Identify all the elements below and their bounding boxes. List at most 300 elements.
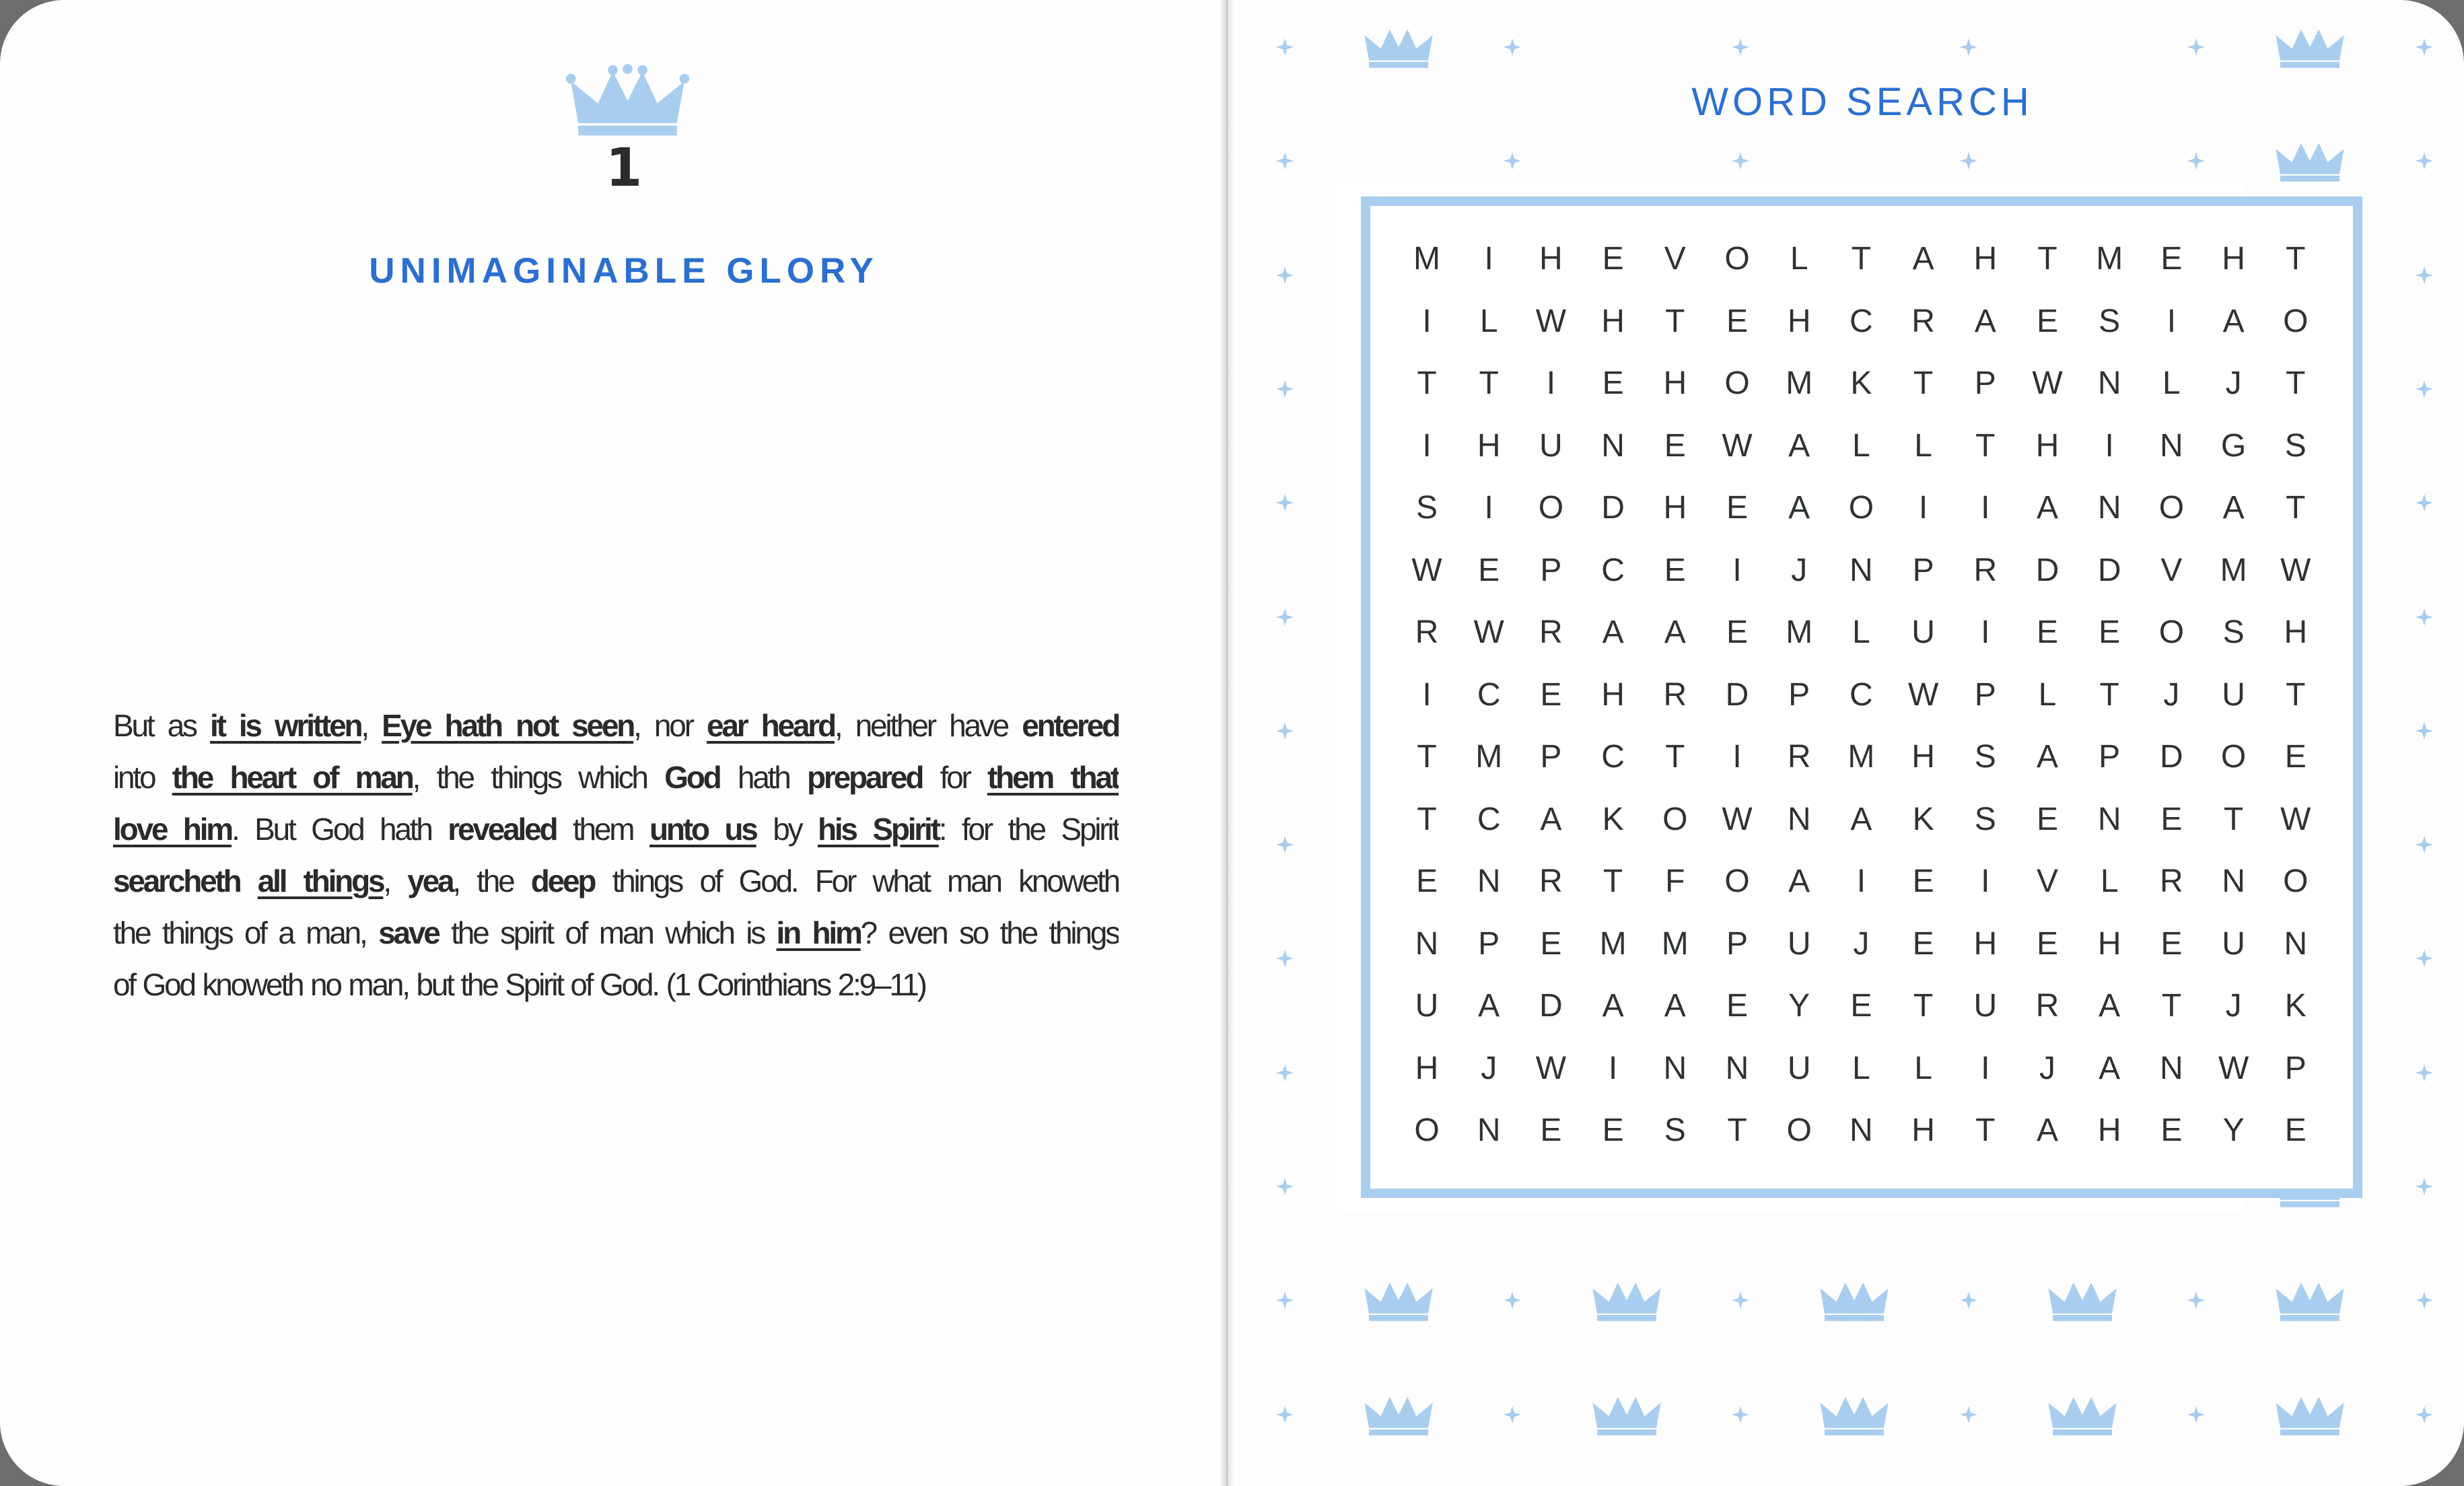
grid-letter[interactable]: A bbox=[1540, 801, 1562, 837]
grid-letter[interactable]: S bbox=[1974, 739, 1996, 775]
plus-dot-icon bbox=[2186, 1405, 2206, 1425]
grid-letter[interactable]: O bbox=[1724, 241, 1750, 277]
grid-letter[interactable]: M bbox=[2220, 552, 2247, 588]
grid-letter[interactable]: R bbox=[1911, 303, 1935, 339]
grid-letter[interactable]: H bbox=[2222, 241, 2245, 277]
grid-letter[interactable]: W bbox=[1473, 614, 1504, 650]
grid-letter[interactable]: O bbox=[1848, 490, 1874, 526]
grid-letter[interactable]: L bbox=[2038, 676, 2057, 713]
grid-letter[interactable]: T bbox=[1603, 863, 1623, 899]
grid-letter[interactable]: H bbox=[2097, 925, 2121, 962]
grid-letter[interactable]: Y bbox=[1788, 988, 1810, 1024]
grid-letter[interactable]: R bbox=[1539, 863, 1563, 899]
grid-letter[interactable]: D bbox=[2160, 739, 2183, 775]
grid-letter[interactable]: E bbox=[1602, 1112, 1624, 1148]
grid-letter[interactable]: C bbox=[1477, 676, 1501, 713]
emphasized-phrase: ear heard bbox=[706, 708, 835, 743]
grid-letter[interactable]: H bbox=[1911, 739, 1935, 775]
plus-dot-icon bbox=[1730, 1405, 1751, 1425]
grid-letter[interactable]: N bbox=[2284, 925, 2308, 962]
plus-dot-icon bbox=[2414, 1063, 2434, 1083]
grid-letter[interactable]: E bbox=[2284, 739, 2307, 775]
word-search-grid bbox=[1361, 197, 2362, 1198]
grid-letter[interactable]: I bbox=[1732, 552, 1742, 588]
grid-letter[interactable]: T bbox=[1975, 427, 1996, 464]
grid-letter[interactable]: U bbox=[1787, 925, 1811, 962]
grid-letter[interactable]: P bbox=[2099, 739, 2121, 775]
grid-letter[interactable]: S bbox=[1664, 1112, 1686, 1148]
grid-letter[interactable]: W bbox=[1535, 1050, 1567, 1086]
grid-letter[interactable]: H bbox=[1973, 925, 1998, 962]
grid-letter[interactable]: L bbox=[2162, 365, 2181, 401]
grid-letter[interactable]: H bbox=[1539, 241, 1563, 277]
grid-letter[interactable]: M bbox=[1786, 365, 1813, 401]
grid-letter[interactable]: C bbox=[1601, 739, 1625, 775]
emphasized-phrase: Eye hath not seen bbox=[382, 708, 634, 743]
bold-word: God bbox=[664, 760, 720, 795]
grid-letter[interactable]: T bbox=[2099, 676, 2119, 713]
plus-dot-icon bbox=[1730, 151, 1751, 171]
crown-icon bbox=[2045, 1392, 2119, 1440]
grid-letter[interactable]: L bbox=[1790, 241, 1808, 277]
grid-letter[interactable]: W bbox=[1535, 303, 1567, 339]
grid-letter[interactable]: H bbox=[1601, 303, 1625, 339]
verse-text: into bbox=[113, 760, 172, 795]
grid-letter[interactable]: A bbox=[1664, 614, 1686, 650]
grid-letter[interactable]: O bbox=[1786, 1112, 1812, 1148]
grid-letter[interactable]: E bbox=[1664, 552, 1686, 588]
grid-letter[interactable]: T bbox=[1479, 365, 1499, 401]
grid-letter[interactable]: E bbox=[1912, 863, 1934, 899]
grid-letter[interactable]: O bbox=[2283, 303, 2309, 339]
verse-text: , nor bbox=[633, 708, 707, 743]
crown-icon bbox=[2045, 1278, 2119, 1326]
grid-letter[interactable]: T bbox=[1417, 801, 1437, 837]
grid-letter[interactable]: H bbox=[1477, 427, 1501, 464]
grid-letter[interactable]: L bbox=[1914, 1050, 1932, 1086]
grid-letter[interactable]: A bbox=[1912, 241, 1934, 277]
plus-dot-icon bbox=[2186, 151, 2206, 171]
grid-letter[interactable]: Y bbox=[2222, 1112, 2245, 1148]
plus-dot-icon bbox=[2414, 37, 2434, 57]
grid-letter[interactable]: N bbox=[1850, 552, 1873, 588]
grid-letter[interactable]: I bbox=[1918, 490, 1928, 526]
verse-line bbox=[113, 700, 1119, 752]
grid-letter[interactable]: E bbox=[2284, 1112, 2307, 1148]
grid-letter[interactable]: U bbox=[2222, 676, 2245, 713]
verse-text: , the things which bbox=[412, 760, 665, 795]
grid-letter[interactable]: H bbox=[1415, 1050, 1439, 1086]
grid-letter[interactable]: N bbox=[1601, 427, 1625, 464]
grid-letter[interactable]: T bbox=[1417, 739, 1437, 775]
grid-letter[interactable]: O bbox=[1662, 801, 1688, 837]
grid-letter[interactable]: S bbox=[1974, 801, 1996, 837]
crown-icon bbox=[2273, 139, 2347, 186]
grid-letter[interactable]: P bbox=[1726, 925, 1748, 962]
grid-letter[interactable]: V bbox=[2036, 863, 2058, 899]
verse-text: : for the Spirit bbox=[938, 812, 1119, 847]
grid-letter[interactable]: U bbox=[1539, 427, 1563, 464]
grid-letter[interactable]: E bbox=[2036, 925, 2058, 962]
grid-letter[interactable]: C bbox=[1601, 552, 1625, 588]
grid-letter[interactable]: E bbox=[1540, 1112, 1562, 1148]
grid-letter[interactable]: I bbox=[1422, 303, 1432, 339]
grid-letter[interactable]: T bbox=[1665, 303, 1685, 339]
plus-dot-icon bbox=[1275, 265, 1295, 285]
grid-letter[interactable]: R bbox=[1415, 614, 1439, 650]
grid-letter[interactable]: P bbox=[1478, 925, 1500, 962]
grid-letter[interactable]: I bbox=[2167, 303, 2177, 339]
grid-letter[interactable]: V bbox=[2160, 552, 2183, 588]
grid-letter[interactable]: A bbox=[2036, 1112, 2058, 1148]
grid-letter[interactable]: N bbox=[1477, 863, 1501, 899]
grid-letter[interactable]: L bbox=[1852, 427, 1870, 464]
grid-letter[interactable]: E bbox=[2160, 1112, 2183, 1148]
bold-word: revealed bbox=[448, 812, 557, 847]
grid-letter[interactable]: K bbox=[1850, 365, 1872, 401]
grid-letter[interactable]: I bbox=[1981, 863, 1990, 899]
grid-letter[interactable]: C bbox=[1850, 676, 1873, 713]
grid-letter[interactable]: E bbox=[1602, 241, 1624, 277]
plus-dot-icon bbox=[1502, 37, 1522, 57]
grid-letter[interactable]: H bbox=[1663, 490, 1687, 526]
grid-letter[interactable]: I bbox=[1981, 1050, 1990, 1086]
grid-letter[interactable]: E bbox=[1478, 552, 1500, 588]
grid-letter[interactable]: N bbox=[1415, 925, 1439, 962]
plus-dot-icon bbox=[1275, 721, 1295, 741]
verse-text: of God knoweth no man, but the Spirit of God. (1 Corinthians 2:9–11) bbox=[113, 967, 925, 1002]
plus-dot-icon bbox=[1275, 948, 1295, 968]
grid-letter[interactable]: M bbox=[2096, 241, 2123, 277]
grid-letter[interactable]: E bbox=[1726, 614, 1748, 650]
verse-text: , the bbox=[452, 863, 531, 898]
plus-dot-icon bbox=[2186, 1290, 2206, 1310]
plus-dot-icon bbox=[1275, 1405, 1295, 1425]
verse-text: the things of a man, bbox=[113, 915, 379, 950]
grid-letter[interactable]: I bbox=[1981, 614, 1990, 650]
grid-letter[interactable]: I bbox=[1732, 739, 1742, 775]
grid-letter[interactable]: E bbox=[1726, 988, 1748, 1024]
grid-letter[interactable]: A bbox=[1974, 303, 1996, 339]
crown-icon bbox=[1590, 1392, 1664, 1440]
grid-letter[interactable]: W bbox=[2280, 801, 2311, 837]
grid-letter[interactable]: M bbox=[1661, 925, 1689, 962]
grid-letter[interactable]: K bbox=[1912, 801, 1934, 837]
grid-letter[interactable]: A bbox=[1602, 614, 1624, 650]
grid-letter[interactable]: W bbox=[1722, 427, 1753, 464]
grid-letter[interactable]: N bbox=[1725, 1050, 1749, 1086]
grid-letter[interactable]: T bbox=[1665, 739, 1685, 775]
scripture-passage bbox=[113, 700, 1119, 1011]
grid-letter[interactable]: U bbox=[1787, 1050, 1811, 1086]
grid-letter[interactable]: A bbox=[1850, 801, 1872, 837]
grid-letter[interactable]: T bbox=[2161, 988, 2182, 1024]
grid-letter[interactable]: E bbox=[2160, 925, 2183, 962]
bold-word: save bbox=[378, 915, 439, 950]
verse-line bbox=[113, 855, 1119, 907]
grid-letter[interactable]: T bbox=[2286, 676, 2306, 713]
grid-letter[interactable]: O bbox=[2158, 490, 2185, 526]
grid-letter[interactable]: W bbox=[2032, 365, 2063, 401]
grid-letter[interactable]: J bbox=[2225, 365, 2242, 401]
grid-letter[interactable]: N bbox=[2097, 365, 2121, 401]
grid-letter[interactable]: P bbox=[1540, 739, 1562, 775]
grid-letter[interactable]: L bbox=[2100, 863, 2119, 899]
grid-letter[interactable]: P bbox=[1540, 552, 1562, 588]
grid-letter[interactable]: U bbox=[2222, 925, 2245, 962]
grid-letter[interactable]: H bbox=[2284, 614, 2308, 650]
grid-letter[interactable]: T bbox=[1851, 241, 1872, 277]
grid-letter[interactable]: D bbox=[1601, 490, 1625, 526]
grid-letter[interactable]: H bbox=[1601, 676, 1625, 713]
grid-letter[interactable]: L bbox=[1852, 614, 1870, 650]
grid-letter[interactable]: E bbox=[1726, 303, 1748, 339]
grid-letter[interactable]: M bbox=[1847, 739, 1875, 775]
grid-letter[interactable]: D bbox=[1539, 988, 1563, 1024]
plus-dot-icon bbox=[1502, 151, 1522, 171]
plus-dot-icon bbox=[1275, 493, 1295, 513]
bold-word: deep bbox=[530, 863, 595, 898]
grid-letter[interactable]: N bbox=[1850, 1112, 1873, 1148]
grid-letter[interactable]: A bbox=[2222, 490, 2245, 526]
grid-letter[interactable]: M bbox=[1413, 241, 1440, 277]
grid-letter[interactable]: J bbox=[2163, 676, 2180, 713]
grid-letter[interactable]: H bbox=[1787, 303, 1811, 339]
verse-line bbox=[113, 907, 1119, 959]
emphasized-phrase: his Spirit bbox=[817, 812, 939, 847]
grid-letter[interactable]: E bbox=[1540, 676, 1562, 713]
grid-letter[interactable]: I bbox=[1484, 490, 1493, 526]
grid-letter[interactable]: O bbox=[1414, 1112, 1440, 1148]
grid-letter[interactable]: R bbox=[2035, 988, 2060, 1024]
grid-letter[interactable]: U bbox=[1973, 988, 1998, 1024]
crown-icon bbox=[2273, 1278, 2347, 1326]
grid-letter[interactable]: W bbox=[1411, 552, 1442, 588]
grid-letter[interactable]: W bbox=[1907, 676, 1939, 713]
grid-letter[interactable]: F bbox=[1665, 863, 1685, 899]
grid-letter[interactable]: E bbox=[1540, 925, 1562, 962]
grid-letter[interactable]: E bbox=[1664, 427, 1686, 464]
bold-word: prepared bbox=[806, 760, 923, 795]
grid-letter[interactable]: L bbox=[1914, 427, 1932, 464]
verse-text: , neither have bbox=[834, 708, 1022, 743]
grid-letter[interactable]: N bbox=[1787, 801, 1811, 837]
grid-letter[interactable]: P bbox=[1974, 676, 1996, 713]
grid-letter[interactable]: H bbox=[1973, 241, 1998, 277]
grid-letter[interactable]: O bbox=[1538, 490, 1564, 526]
grid-letter[interactable]: A bbox=[2099, 988, 2121, 1024]
grid-letter[interactable]: S bbox=[2284, 427, 2307, 464]
grid-letter[interactable]: C bbox=[1850, 303, 1873, 339]
verse-text: the spirit of man which is bbox=[438, 915, 777, 950]
grid-letter[interactable]: I bbox=[1546, 365, 1556, 401]
grid-letter[interactable]: T bbox=[2286, 365, 2306, 401]
verse-text: , bbox=[361, 708, 382, 743]
grid-letter[interactable]: O bbox=[2283, 863, 2309, 899]
grid-letter[interactable]: A bbox=[1478, 988, 1500, 1024]
plus-dot-icon bbox=[1959, 1290, 1979, 1310]
grid-letter[interactable]: H bbox=[1663, 365, 1687, 401]
grid-letter[interactable]: P bbox=[1912, 552, 1934, 588]
grid-letter[interactable]: I bbox=[1422, 427, 1432, 464]
grid-letter[interactable]: E bbox=[1726, 490, 1748, 526]
grid-letter[interactable]: A bbox=[2222, 303, 2245, 339]
plus-dot-icon bbox=[2414, 493, 2434, 513]
grid-letter[interactable]: N bbox=[2097, 490, 2121, 526]
grid-letter[interactable]: H bbox=[1911, 1112, 1935, 1148]
grid-letter[interactable]: L bbox=[1479, 303, 1498, 339]
grid-letter[interactable]: O bbox=[1724, 863, 1750, 899]
grid-letter[interactable]: N bbox=[2160, 1050, 2183, 1086]
grid-letter[interactable]: V bbox=[1664, 241, 1686, 277]
plus-dot-icon bbox=[1959, 37, 1979, 57]
grid-letter[interactable]: J bbox=[1791, 552, 1808, 588]
verse-line bbox=[113, 752, 1119, 804]
grid-letter[interactable]: J bbox=[1481, 1050, 1498, 1086]
grid-letter[interactable]: M bbox=[1599, 925, 1627, 962]
grid-letter[interactable]: T bbox=[1913, 365, 1934, 401]
grid-letter[interactable]: R bbox=[1787, 739, 1811, 775]
grid-letter[interactable]: E bbox=[1850, 988, 1872, 1024]
grid-letter[interactable]: L bbox=[1852, 1050, 1870, 1086]
grid-letter[interactable]: N bbox=[2160, 427, 2183, 464]
grid-letter[interactable]: T bbox=[2286, 241, 2306, 277]
grid-letter[interactable]: U bbox=[1415, 988, 1439, 1024]
emphasized-phrase: love him bbox=[113, 812, 232, 847]
grid-letter[interactable]: A bbox=[2099, 1050, 2121, 1086]
grid-letter[interactable]: M bbox=[1475, 739, 1503, 775]
grid-letter[interactable]: N bbox=[1477, 1112, 1501, 1148]
crown-icon bbox=[2273, 1392, 2347, 1440]
grid-letter[interactable]: K bbox=[1602, 801, 1624, 837]
plus-dot-icon bbox=[1502, 1405, 1522, 1425]
right-page bbox=[1226, 0, 2464, 1486]
grid-letter[interactable]: E bbox=[1415, 863, 1438, 899]
plus-dot-icon bbox=[2414, 265, 2434, 285]
grid-letter[interactable]: T bbox=[2037, 241, 2057, 277]
grid-letter[interactable]: E bbox=[1912, 925, 1934, 962]
grid-letter[interactable]: I bbox=[1856, 863, 1866, 899]
grid-letter[interactable]: T bbox=[1727, 1112, 1747, 1148]
crown-icon bbox=[2273, 25, 2347, 73]
plus-dot-icon bbox=[2414, 835, 2434, 855]
grid-letter[interactable]: E bbox=[2160, 801, 2183, 837]
grid-letter[interactable]: A bbox=[1788, 863, 1810, 899]
grid-letter[interactable]: T bbox=[1417, 365, 1437, 401]
crown-icon bbox=[565, 64, 690, 138]
grid-letter[interactable]: R bbox=[1539, 614, 1563, 650]
grid-letter[interactable]: A bbox=[1664, 988, 1686, 1024]
grid-letter[interactable]: P bbox=[2284, 1050, 2307, 1086]
grid-letter[interactable]: P bbox=[1974, 365, 1996, 401]
grid-letter[interactable]: E bbox=[1602, 365, 1624, 401]
plus-dot-icon bbox=[1275, 151, 1295, 171]
verse-text: , bbox=[383, 863, 408, 898]
verse-text: But as bbox=[113, 708, 210, 743]
grid-letter[interactable]: D bbox=[1725, 676, 1749, 713]
grid-letter[interactable]: I bbox=[2105, 427, 2114, 464]
grid-letter[interactable]: A bbox=[2036, 490, 2058, 526]
grid-letter[interactable]: S bbox=[2222, 614, 2245, 650]
grid-letter[interactable]: C bbox=[1477, 801, 1501, 837]
grid-letter[interactable]: A bbox=[1788, 427, 1810, 464]
grid-letter[interactable]: D bbox=[2097, 552, 2121, 588]
plus-dot-icon bbox=[1275, 607, 1295, 627]
grid-letter[interactable]: R bbox=[2160, 863, 2183, 899]
grid-letter[interactable]: K bbox=[2284, 988, 2307, 1024]
grid-letter[interactable]: R bbox=[1973, 552, 1998, 588]
grid-letter[interactable]: E bbox=[2036, 614, 2058, 650]
plus-dot-icon bbox=[1275, 37, 1295, 57]
emphasized-phrase: it is written bbox=[209, 708, 361, 743]
emphasized-phrase: unto us bbox=[649, 812, 756, 847]
grid-letter[interactable]: N bbox=[1663, 1050, 1687, 1086]
grid-letter[interactable]: I bbox=[1422, 676, 1432, 713]
chapter-number: 1 bbox=[605, 138, 643, 199]
plus-dot-icon bbox=[2414, 1405, 2434, 1425]
grid-letter[interactable]: N bbox=[2097, 801, 2121, 837]
grid-letter[interactable]: J bbox=[2039, 1050, 2055, 1086]
grid-letter[interactable]: P bbox=[1788, 676, 1810, 713]
grid-letter[interactable]: I bbox=[1981, 490, 1990, 526]
grid-letter[interactable]: T bbox=[1913, 988, 1934, 1024]
grid-letter[interactable]: I bbox=[1484, 241, 1493, 277]
grid-letter[interactable]: E bbox=[2036, 303, 2058, 339]
grid-letter[interactable]: O bbox=[1724, 365, 1750, 401]
crown-icon bbox=[1817, 1278, 1891, 1326]
grid-letter[interactable]: M bbox=[1786, 614, 1813, 650]
grid-letter[interactable]: J bbox=[2225, 988, 2242, 1024]
grid-letter[interactable]: H bbox=[2097, 1112, 2121, 1148]
grid-letter[interactable]: S bbox=[2099, 303, 2121, 339]
plus-dot-icon bbox=[1275, 1176, 1295, 1197]
grid-letter[interactable]: T bbox=[2223, 801, 2244, 837]
plus-dot-icon bbox=[2186, 37, 2206, 57]
grid-letter[interactable]: A bbox=[2036, 739, 2058, 775]
emphasized-phrase: in him bbox=[776, 915, 861, 950]
grid-letter[interactable]: W bbox=[2218, 1050, 2249, 1086]
grid-letter[interactable]: J bbox=[1853, 925, 1870, 962]
grid-letter[interactable]: T bbox=[1975, 1112, 1996, 1148]
emphasized-phrase: them that bbox=[987, 760, 1119, 795]
book-spine bbox=[1220, 0, 1234, 1486]
grid-letter[interactable]: H bbox=[2035, 427, 2060, 464]
grid-letter[interactable]: E bbox=[2036, 801, 2058, 837]
grid-letter[interactable]: A bbox=[1602, 988, 1624, 1024]
verse-text: . But God hath bbox=[231, 812, 448, 847]
grid-letter[interactable]: E bbox=[2099, 614, 2121, 650]
grid-letter[interactable]: G bbox=[2220, 427, 2247, 464]
grid-letter[interactable]: U bbox=[1911, 614, 1935, 650]
grid-letter[interactable]: O bbox=[2158, 614, 2185, 650]
grid-letter[interactable]: O bbox=[2220, 739, 2247, 775]
grid-letter[interactable]: T bbox=[2286, 490, 2306, 526]
verse-text: things of God. For what man knoweth bbox=[594, 863, 1119, 898]
verse-text: hath bbox=[719, 760, 807, 795]
grid-letter[interactable]: S bbox=[1415, 490, 1438, 526]
verse-text: ? even so the things bbox=[860, 915, 1119, 950]
grid-letter[interactable]: D bbox=[2035, 552, 2060, 588]
grid-letter[interactable]: W bbox=[1722, 801, 1753, 837]
grid-letter[interactable]: E bbox=[2160, 241, 2183, 277]
grid-letter[interactable]: I bbox=[1608, 1050, 1618, 1086]
grid-letter[interactable]: N bbox=[2222, 863, 2245, 899]
grid-letter[interactable]: W bbox=[2280, 552, 2311, 588]
plus-dot-icon bbox=[2414, 151, 2434, 171]
grid-letter[interactable]: R bbox=[1663, 676, 1687, 713]
grid-letter[interactable]: A bbox=[1788, 490, 1810, 526]
emphasized-phrase: all things bbox=[257, 863, 384, 898]
